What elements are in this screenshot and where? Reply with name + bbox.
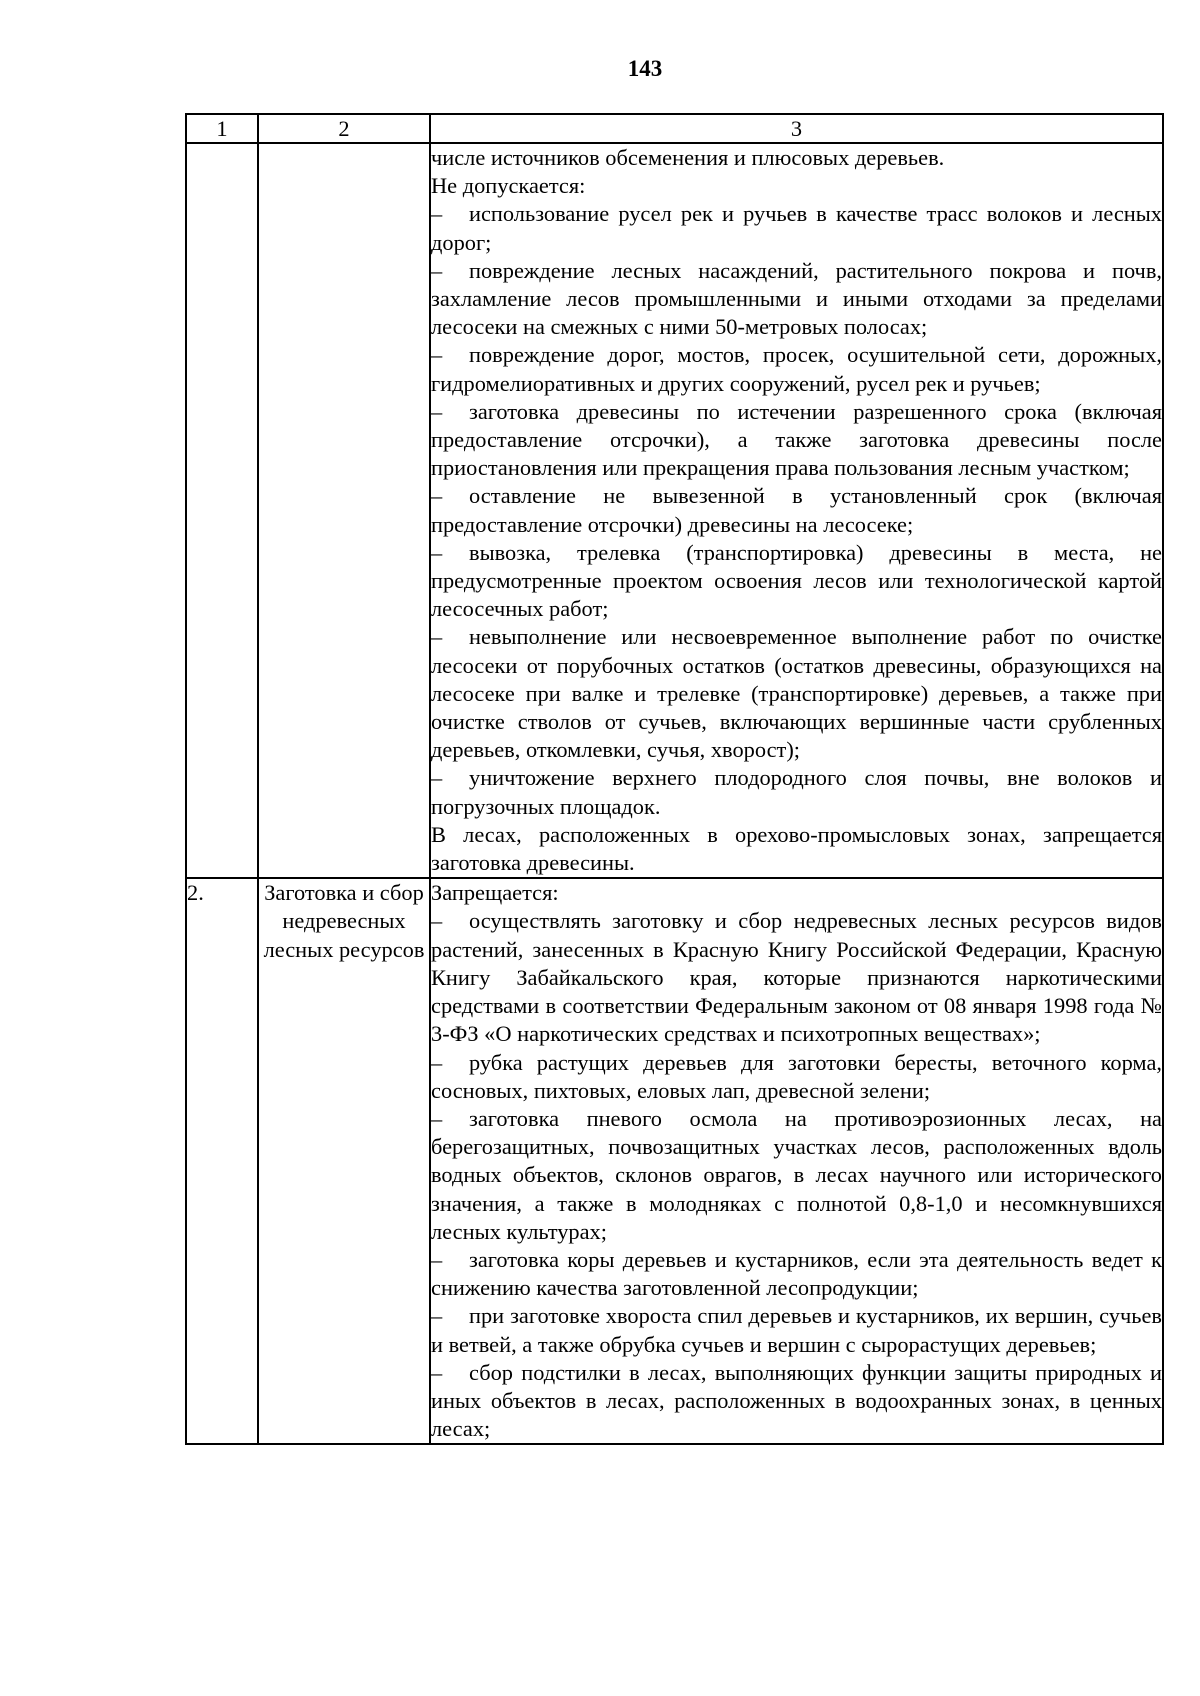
regulations-table [185, 113, 1164, 1445]
paragraph-text: Запрещается: [431, 880, 559, 906]
dash-marker: – [431, 765, 443, 791]
paragraph-text: заготовка пневого осмола на противоэрозионных лесах, на берегозащитных, почвозащитных участках лесов, расположенных вдоль водных объектов, склонов оврагов, в лесах научного или исторического значения, а также в молодняках с полнотой 0,8-1,0 и несомкнувшихся лесных культурах; [431, 1105, 1162, 1244]
list-item [431, 482, 1162, 538]
dash-marker: – [431, 1049, 443, 1075]
paragraph-text: уничтожение верхнего плодородного слоя почвы, вне волоков и погрузочных площадок. [431, 765, 1162, 819]
header-col-1: 1 [186, 114, 258, 143]
dash-marker: – [431, 908, 443, 934]
page-number: 143 [627, 56, 663, 81]
list-item [431, 1359, 1162, 1444]
dash-marker: – [431, 1246, 443, 1272]
paragraph-text: при заготовке хвороста спил деревьев и кустарников, их вершин, сучьев и ветвей, а также обрубка сучьев и вершин с сырорастущих деревьев; [431, 1303, 1162, 1357]
table-row [186, 143, 1163, 878]
list-item [431, 341, 1162, 397]
row-number: 2. [186, 878, 258, 1444]
paragraph-text: использование русел рек и ручьев в качестве трасс волоков и лесных дорог; [431, 201, 1162, 255]
paragraph-text: В лесах, расположенных в орехово-промысловых зонах, запрещается заготовка древесины. [431, 821, 1162, 876]
paragraph-text: осуществлять заготовку и сбор недревесных лесных ресурсов видов растений, занесенных в Красную Книгу Российской Федерации, Красную Книгу Забайкальского края, которые признаются наркотическими средствами в соответствии Федеральным законом от 08 января 1998 года № 3-ФЗ «О наркотических средствах и психотропных веществах»; [431, 908, 1162, 1047]
paragraph-text: рубка растущих деревьев для заготовки бересты, веточного корма, сосновых, пихтовых, еловых лап, древесной зелени; [431, 1049, 1162, 1103]
paragraph-text: заготовка коры деревьев и кустарников, если эта деятельность ведет к снижению качества заготовленной лесопродукции; [431, 1246, 1162, 1301]
list-item [431, 200, 1162, 256]
table-row [186, 878, 1163, 1444]
dash-marker: – [431, 257, 443, 283]
dash-marker: – [431, 624, 443, 650]
list-item [431, 257, 1162, 342]
list-item [431, 623, 1162, 764]
dash-marker: – [431, 1105, 443, 1131]
header-col-3: 3 [430, 114, 1163, 143]
paragraph [431, 879, 1162, 907]
paragraph-text: заготовка древесины по истечении разрешенного срока (включая предоставление отсрочки), а также заготовка древесины после приостановления или прекращения права пользования лесным участком; [431, 398, 1162, 481]
table-header-row [186, 114, 1163, 143]
dash-marker: – [431, 1303, 443, 1329]
dash-marker: – [431, 201, 443, 227]
list-item [431, 764, 1162, 820]
row-number [186, 143, 258, 878]
paragraph-text: оставление не вывезенной в установленный срок (включая предоставление отсрочки) древесины на лесосеке; [431, 483, 1162, 537]
paragraph-text: невыполнение или несвоевременное выполнение работ по очистке лесосеки от порубочных остатков (остатков древесины, образующихся на лесосеке при валке и трелевке (транспортировке) деревьев, а также при очистке стволов от сучьев, включающих вершинные части срубленных деревьев, откомлевки, сучья, хворост); [431, 624, 1162, 763]
dash-marker: – [431, 342, 443, 368]
dash-marker: – [431, 1359, 443, 1385]
list-item [431, 907, 1162, 1048]
row-activity-name: Заготовка и сбор недревесных лесных ресурсов [258, 878, 430, 1444]
paragraph-text: Не допускается: [431, 173, 586, 199]
paragraph-text: повреждение дорог, мостов, просек, осушительной сети, дорожных, гидромелиоративных и других сооружений, русел рек и ручьев; [431, 342, 1162, 396]
paragraph [431, 144, 1162, 172]
paragraph-text: вывозка, трелевка (транспортировка) древесины в места, не предусмотренные проектом освоения лесов или технологической картой лесосечных работ; [431, 539, 1162, 622]
paragraph-text: сбор подстилки в лесах, выполняющих функции защиты природных и иных объектов в лесах, расположенных в водоохранных зонах, в ценных лесах; [431, 1359, 1162, 1442]
row-activity-name [258, 143, 430, 878]
list-item [431, 1049, 1162, 1105]
paragraph-text: повреждение лесных насаждений, растительного покрова и почв, захламление лесов промышленными и иными отходами за пределами лесосеки на смежных с ними 50-метровых полосах; [431, 257, 1162, 340]
row-content [430, 878, 1163, 1444]
paragraph [431, 172, 1162, 200]
paragraph [431, 821, 1162, 877]
dash-marker: – [431, 483, 443, 509]
dash-marker: – [431, 398, 443, 424]
row-content [430, 143, 1163, 878]
dash-marker: – [431, 539, 443, 565]
list-item [431, 1105, 1162, 1246]
list-item [431, 1302, 1162, 1358]
header-col-2: 2 [258, 114, 430, 143]
paragraph-text: числе источников обсеменения и плюсовых деревьев. [431, 145, 945, 170]
list-item [431, 398, 1162, 483]
list-item [431, 539, 1162, 624]
list-item [431, 1246, 1162, 1302]
